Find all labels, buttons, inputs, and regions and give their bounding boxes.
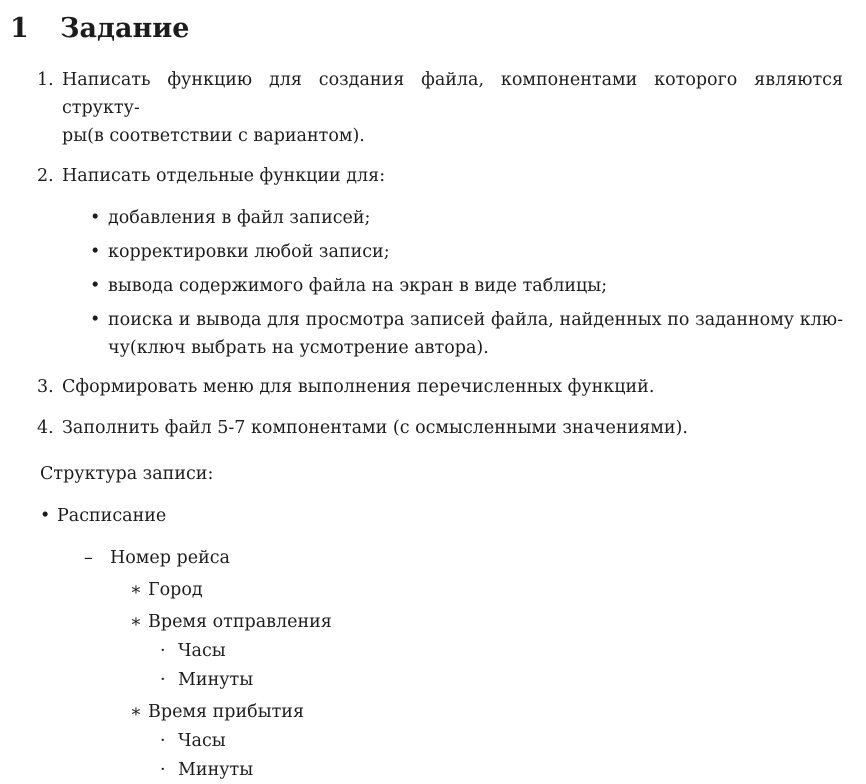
tree-item-gorod (0, 576, 866, 604)
asterisk-icon: ∗ (130, 580, 142, 600)
bullet-icon: • (90, 276, 101, 296)
tree-item-chasy (0, 727, 866, 755)
record-structure-tree (0, 502, 866, 784)
task-text (62, 373, 866, 401)
bullet-icon: • (90, 310, 101, 330)
record-structure-label: Структура записи: (40, 464, 214, 484)
task-text-line: Заполнить файл 5-7 компонентами (с осмысленными значениями). (62, 418, 688, 438)
subtask-text: корректировки любой записи; (108, 242, 390, 262)
task-item-2 (0, 162, 866, 190)
tree-item-minuty (0, 666, 866, 694)
subtask-text: добавления в файл записей; (108, 208, 371, 228)
tree-item-label: Город (148, 580, 203, 600)
tree-item-label: Время отправления (148, 612, 332, 632)
task-item-1 (0, 66, 866, 150)
tree-item-label: Часы (178, 731, 226, 751)
dot-icon: · (160, 731, 166, 751)
subtask-item (0, 306, 866, 362)
dot-icon: · (160, 641, 166, 661)
asterisk-icon: ∗ (130, 702, 142, 722)
task-text-line: Сформировать меню для выполнения перечисленных функций. (62, 377, 655, 397)
task-number: 1. (37, 70, 54, 90)
tree-item-vremya-otpravleniya (0, 608, 866, 636)
bullet-icon: • (90, 208, 101, 228)
tree-item-raspisanie (0, 502, 866, 530)
task-text (62, 66, 866, 150)
tree-item-minuty (0, 756, 866, 784)
tree-item-label: Расписание (57, 506, 167, 526)
subtask-list (0, 204, 866, 362)
task-item-3 (0, 373, 866, 401)
subtask-item (0, 272, 866, 300)
task-text (62, 414, 866, 442)
tree-item-chasy (0, 637, 866, 665)
section-heading (0, 0, 866, 45)
section-title: Задание (60, 13, 190, 44)
dash-icon: – (84, 548, 93, 568)
task-number: 3. (37, 377, 54, 397)
tree-item-label: Минуты (178, 670, 254, 690)
task-text-line: ры(в соответствии с вариантом). (62, 126, 365, 146)
task-item-4 (0, 414, 866, 442)
task-text-line: Написать функцию для создания файла, компонентами которого являются структу- (62, 70, 843, 118)
task-text-line: Написать отдельные функции для: (62, 166, 386, 186)
tree-item-nomer-reysa (0, 544, 866, 572)
subtask-text: вывода содержимого файла на экран в виде таблицы; (108, 276, 608, 296)
dot-icon: · (160, 670, 166, 690)
subtask-text-line: поиска и вывода для просмотра записей файла, найденных по заданному клю- (108, 310, 843, 330)
task-number: 2. (37, 166, 54, 186)
tree-item-label: Номер рейса (110, 548, 230, 568)
subtask-text (108, 306, 866, 362)
task-text (62, 162, 866, 190)
bullet-icon: • (40, 506, 51, 526)
section-number: 1 (10, 13, 29, 44)
tree-item-vremya-pribytiya (0, 698, 866, 726)
tree-item-label: Часы (178, 641, 226, 661)
dot-icon: · (160, 760, 166, 780)
task-number: 4. (37, 418, 54, 438)
subtask-text-line: чу(ключ выбрать на усмотрение автора). (108, 338, 489, 358)
subtask-item (0, 204, 866, 232)
tree-item-label: Минуты (178, 760, 254, 780)
asterisk-icon: ∗ (130, 612, 142, 632)
subtask-item (0, 238, 866, 266)
tree-item-label: Время прибытия (148, 702, 305, 722)
bullet-icon: • (90, 242, 101, 262)
